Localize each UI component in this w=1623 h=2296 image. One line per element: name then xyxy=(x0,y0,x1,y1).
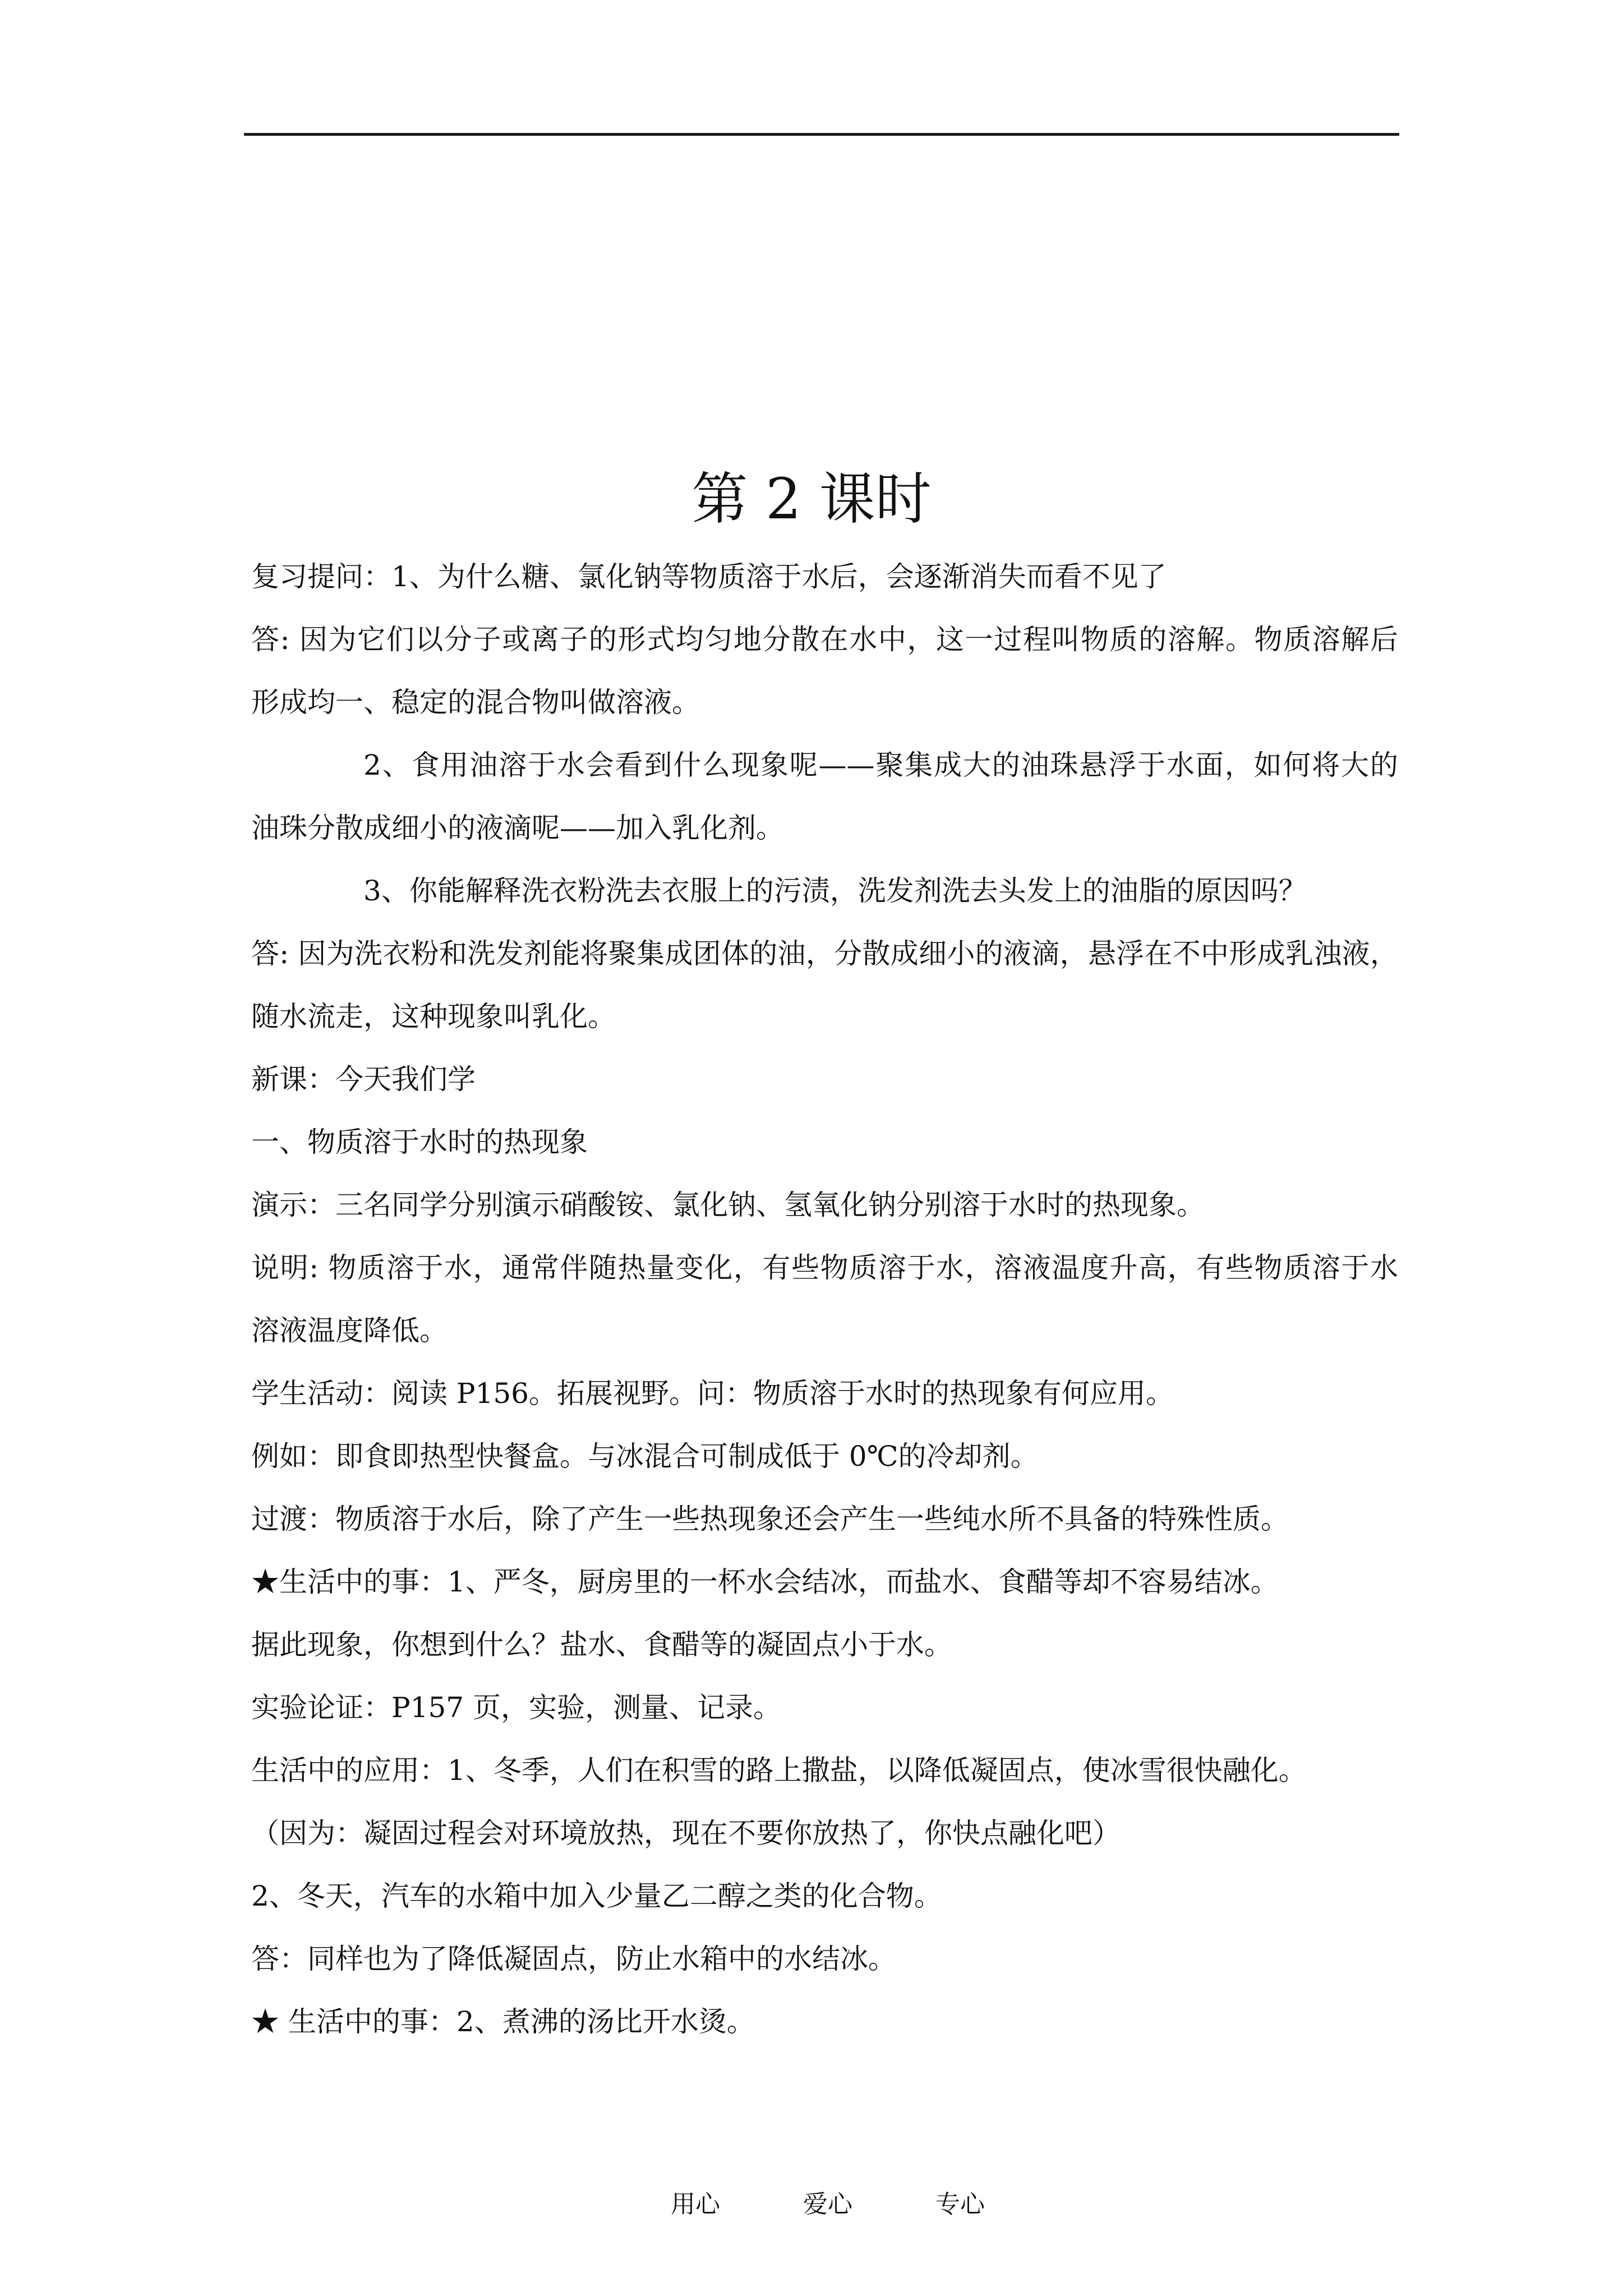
application-2: 2、冬天，汽车的水箱中加入少量乙二醇之类的化合物。 xyxy=(251,1880,942,1912)
review-question-3: 3、你能解释洗衣粉洗去衣服上的污渍，洗发剂洗去头发上的油脂的原因吗？ xyxy=(363,875,1307,907)
application-1: 生活中的应用：1、冬季，人们在积雪的路上撒盐，以降低凝固点，使冰雪很快融化。 xyxy=(251,1754,1307,1787)
footer-item-2: 爱心 xyxy=(803,2190,852,2219)
demonstration-text: 演示：三名同学分别演示硝酸铵、氯化钠、氢氧化钠分别溶于水时的热现象。 xyxy=(251,1189,1205,1221)
answer-3-line-1: 答: 因为洗衣粉和洗发剂能将聚集成团体的油，分散成细小的液滴，悬浮在不中形成乳浊液， xyxy=(251,937,1398,970)
application-1-note: （因为：凝固过程会对环境放热，现在不要你放热了，你快点融化吧） xyxy=(251,1817,1121,1849)
new-lesson-intro: 新课：今天我们学 xyxy=(251,1063,476,1096)
student-activity: 学生活动：阅读 P156。拓展视野。问：物质溶于水时的热现象有何应用。 xyxy=(251,1377,1174,1410)
body-text xyxy=(251,555,1398,2063)
footer xyxy=(671,2188,985,2221)
review-question-1: 复习提问：1、为什么糖、氯化钠等物质溶于水后，会逐渐消失而看不见了 xyxy=(251,560,1166,593)
review-question-2-line-2: 油珠分散成细小的液滴呢——加入乳化剂。 xyxy=(251,812,784,844)
page-title: 第 2 课时 xyxy=(691,466,932,532)
transition-text: 过渡：物质溶于水后，除了产生一些热现象还会产生一些纯水所不具备的特殊性质。 xyxy=(251,1503,1289,1535)
inference-text: 据此现象，你想到什么？盐水、食醋等的凝固点小于水。 xyxy=(251,1628,952,1661)
answer-1-line-1: 答: 因为它们以分子或离子的形式均匀地分散在水中，这一过程叫物质的溶解。物质溶解后 xyxy=(251,623,1398,656)
footer-item-1: 用心 xyxy=(671,2190,720,2219)
explanation-line-2: 溶液温度降低。 xyxy=(251,1314,448,1347)
review-question-2-line-1: 2、食用油溶于水会看到什么现象呢——聚集成大的油珠悬浮于水面，如何将大的 xyxy=(363,749,1398,781)
header-rule xyxy=(244,133,1399,136)
application-2-answer: 答：同样也为了降低凝固点，防止水箱中的水结冰。 xyxy=(251,1943,896,1975)
experiment-text: 实验论证：P157 页，实验，测量、记录。 xyxy=(251,1691,781,1724)
section-heading-1: 一、物质溶于水时的热现象 xyxy=(251,1126,588,1158)
life-fact-1: ★生活中的事：1、严冬，厨房里的一杯水会结冰，而盐水、食醋等却不容易结冰。 xyxy=(251,1566,1279,1598)
answer-1-line-2: 形成均一、稳定的混合物叫做溶液。 xyxy=(251,686,700,719)
life-fact-2: ★ 生活中的事：2、煮沸的汤比开水烫。 xyxy=(251,2005,755,2038)
example-text: 例如：即食即热型快餐盒。与冰混合可制成低于 0℃的冷却剂。 xyxy=(251,1440,1039,1473)
explanation-line-1: 说明: 物质溶于水，通常伴随热量变化，有些物质溶于水，溶液温度升高，有些物质溶于水 xyxy=(251,1251,1398,1284)
footer-item-3: 专心 xyxy=(935,2190,985,2219)
answer-3-line-2: 随水流走，这种现象叫乳化。 xyxy=(251,1000,616,1033)
